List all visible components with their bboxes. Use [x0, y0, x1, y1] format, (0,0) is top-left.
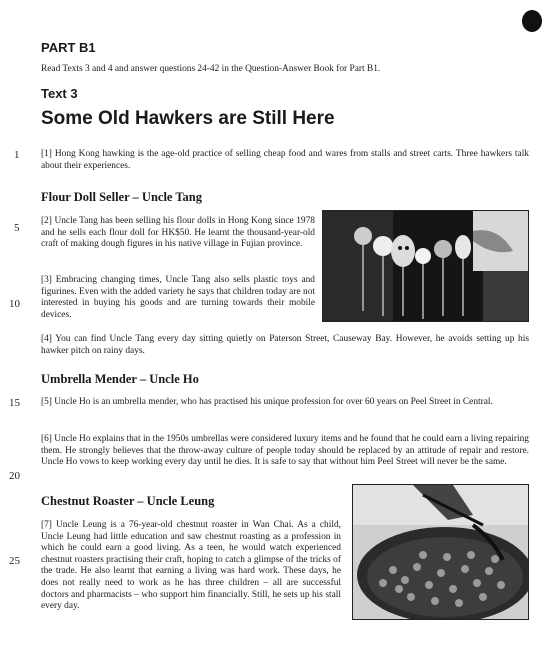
- section-heading-leung: Chestnut Roaster – Uncle Leung: [41, 494, 215, 508]
- section-heading-ho: Umbrella Mender – Uncle Ho: [41, 372, 199, 386]
- paragraph-7: [7] Uncle Leung is a 76-year-old chestnut roaster in Wan Chai. As a child, Uncle Leung had little education and saw chestnut roasting as a profession in which he could earn a good living. As a teen, he would watch experienced chestnut roasters practising their craft, hoping to catch a glimpse of the tricks of the trade. He also learnt that earning a living was hard work. These days, he does not really need to work as he has three children – all are successful doctors and pharmacists – who support him financially. Still, he sets up his stall every day.: [41, 520, 341, 612]
- page-title: Some Old Hawkers are Still Here: [41, 108, 335, 129]
- intro-paragraph: [41, 149, 529, 172]
- line-number: 1: [14, 149, 20, 161]
- flour-doll-photo: [322, 210, 529, 322]
- ho-paragraph-5: [41, 397, 529, 409]
- line-number: 25: [9, 555, 20, 567]
- ho-paragraph-6: [41, 434, 529, 469]
- line-number: 20: [9, 470, 20, 482]
- tang-paragraph-3: [41, 275, 315, 321]
- paragraph-3: [3] Embracing changing times, Uncle Tang also sells plastic toys and figurines. Even with the added variety he says that children today are not interested in buying his goods and are turning towards their mobile devices.: [41, 275, 315, 320]
- line-number: 15: [9, 397, 20, 409]
- leung-paragraph-7: [41, 520, 341, 613]
- part-heading: PART B1: [41, 40, 96, 55]
- tang-paragraph-4: [41, 334, 529, 357]
- section-heading-tang: Flour Doll Seller – Uncle Tang: [41, 190, 203, 204]
- scan-mark: [522, 10, 542, 32]
- paragraph-1: [1] Hong Kong hawking is the age-old practice of selling cheap food and wares from stalls and street carts. Three hawkers talk about their experiences.: [41, 149, 529, 171]
- paragraph-2: [2] Uncle Tang has been selling his flour dolls in Hong Kong since 1978 and he sells each flour doll for HK$50. He learnt the thousand-year-old craft of making dough figures in his native village in Fujian province.: [41, 216, 315, 250]
- paragraph-5: [5] Uncle Ho is an umbrella mender, who has practised his unique profession for over 60 years on Peel Street in Central.: [41, 397, 493, 407]
- paragraph-4: [4] You can find Uncle Tang every day sitting quietly on Paterson Street, Causeway Bay. However, he avoids setting up his hawker pitch on rainy days.: [41, 334, 529, 356]
- chestnut-roaster-photo: [352, 484, 529, 620]
- instructions: Read Texts 3 and 4 and answer questions 24-42 in the Question-Answer Book for Part B1.: [41, 64, 381, 74]
- text-label: Text 3: [41, 86, 78, 101]
- paragraph-6: [6] Uncle Ho explains that in the 1950s umbrellas were considered luxury items and he found that he could earn a living repairing them. He strongly believes that the throw-away culture of people today should be replaced by an attitude of repair and restore. Uncle Ho vows to keep working every day until he dies. It is safe to say that without him Peel Street will never be the same.: [41, 434, 529, 468]
- tang-paragraph-2: [41, 216, 315, 251]
- line-number: 10: [9, 298, 20, 310]
- line-number: 5: [14, 222, 20, 234]
